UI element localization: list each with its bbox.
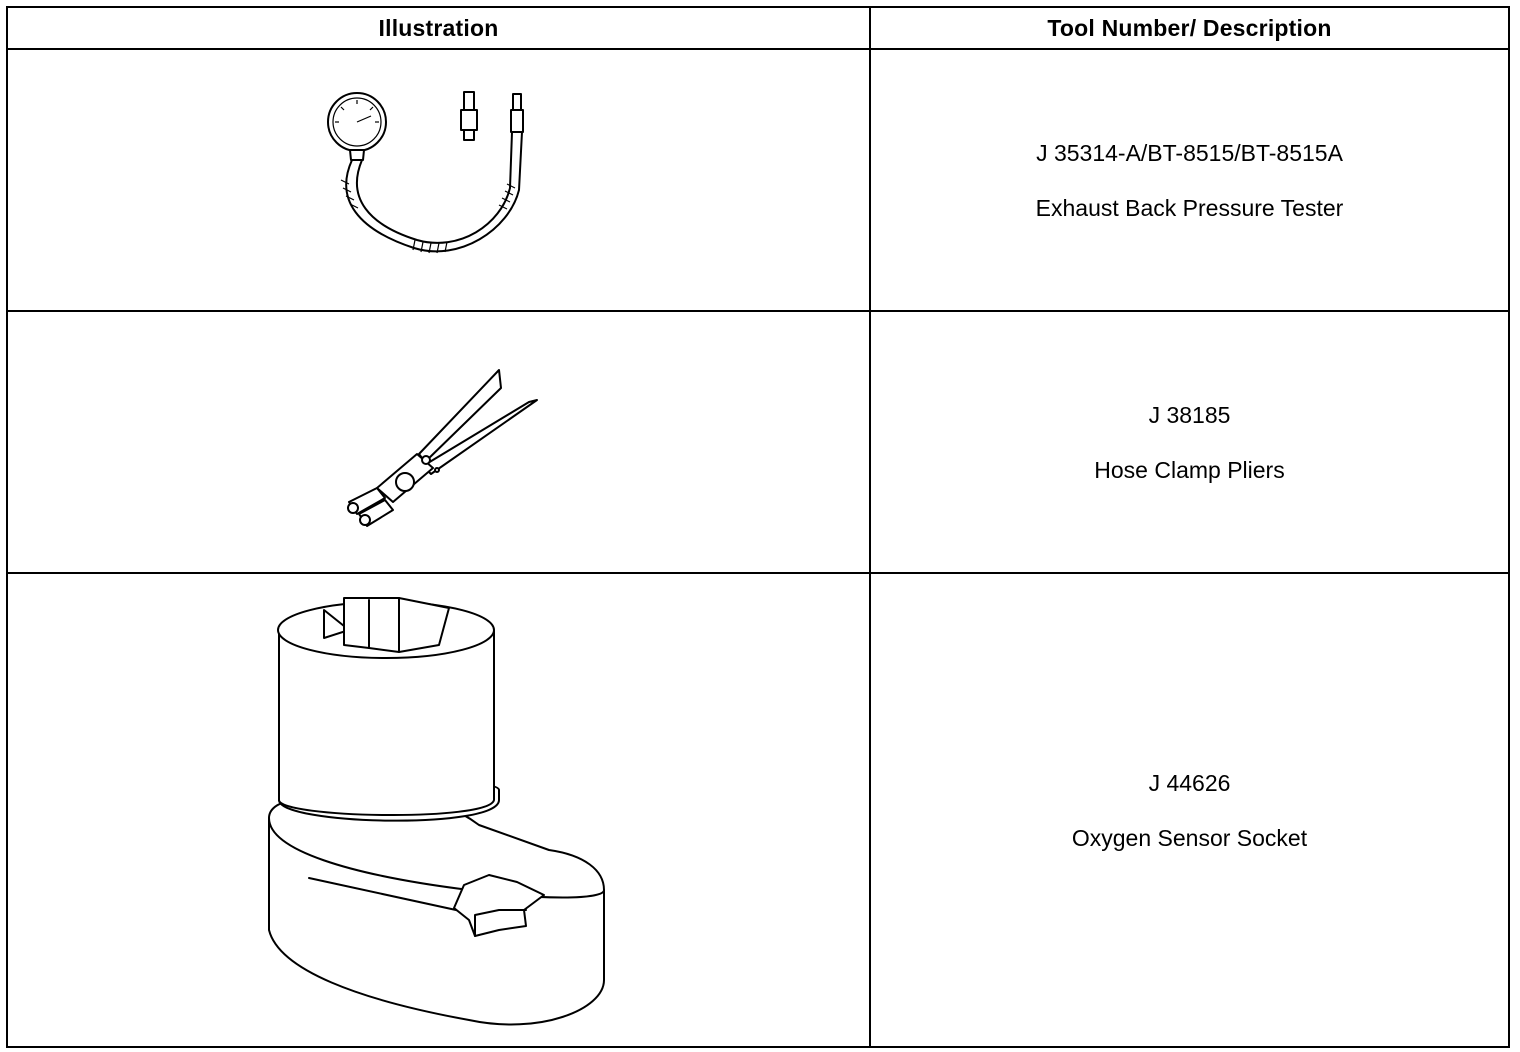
tool-number: J 38185 (1148, 401, 1231, 428)
header-illustration: Illustration (7, 7, 870, 49)
tool-description: Hose Clamp Pliers (1094, 456, 1285, 483)
tool-description: Oxygen Sensor Socket (1071, 824, 1308, 851)
tool-number: J 44626 (1148, 769, 1231, 796)
table-header-row (7, 7, 1509, 49)
illustration-cell (7, 49, 870, 311)
tools-table (6, 6, 1510, 1048)
table-row (7, 573, 1509, 1047)
illustration-cell (7, 311, 870, 573)
description-cell (870, 49, 1509, 311)
table-row (7, 49, 1509, 311)
description-cell (870, 573, 1509, 1047)
header-tool-number-description: Tool Number/ Description (870, 7, 1509, 49)
illustration-cell (7, 573, 870, 1047)
table-row (7, 311, 1509, 573)
description-cell (870, 311, 1509, 573)
tool-number: J 35314-A/BT-8515/BT-8515A (1036, 139, 1343, 166)
tool-description: Exhaust Back Pressure Tester (1035, 194, 1344, 221)
exhaust-back-pressure-tester-icon (319, 80, 559, 280)
oxygen-sensor-socket-icon (239, 590, 639, 1030)
hose-clamp-pliers-icon (319, 342, 559, 542)
